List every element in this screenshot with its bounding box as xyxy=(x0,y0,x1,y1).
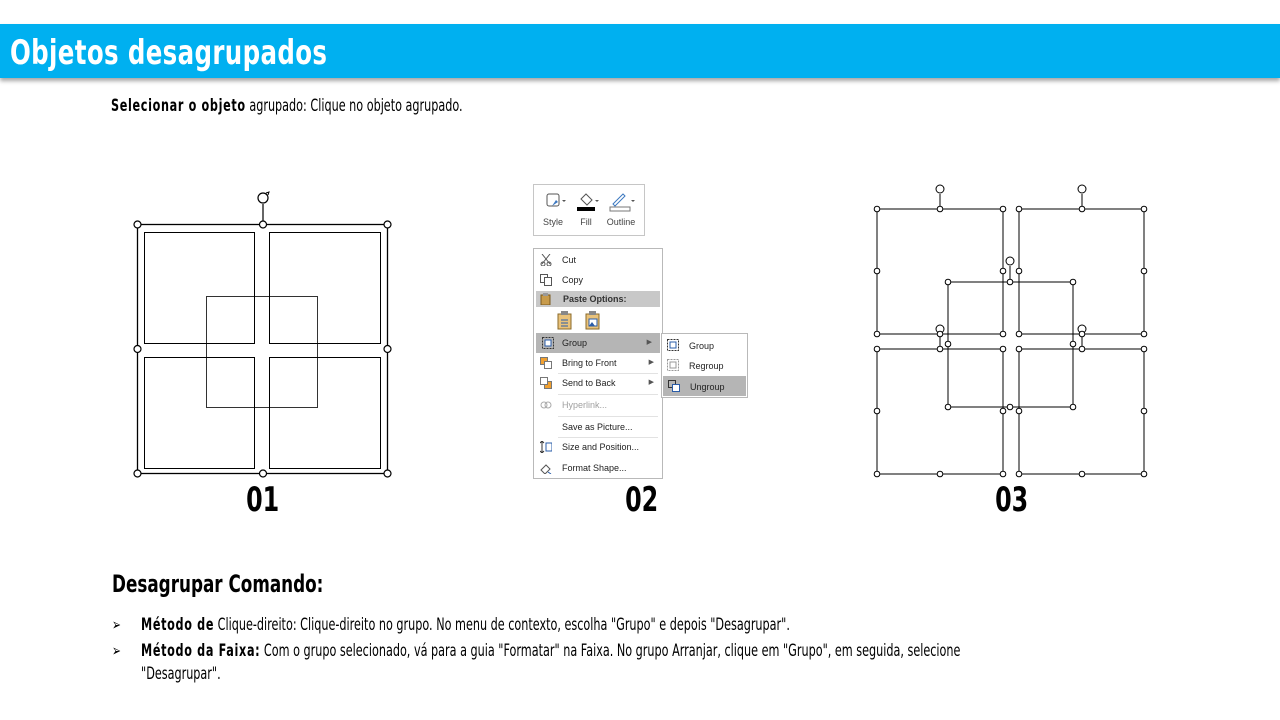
intro-bold: Selecionar o objeto xyxy=(111,96,246,116)
fill-bucket-icon xyxy=(571,189,601,213)
style-label: Style xyxy=(542,217,563,227)
group-arrow-icon: ▶ xyxy=(646,339,652,346)
bullet-2-text-cont: "Desagrupar". xyxy=(141,664,221,684)
scissors-icon xyxy=(540,254,552,266)
arrow-bullet-icon: ➢ xyxy=(112,615,121,634)
submenu-ungroup-label: Ungroup xyxy=(690,382,725,392)
arrow-bullet-icon: ➢ xyxy=(112,641,121,660)
hyperlink-label: Hyperlink... xyxy=(562,400,608,410)
context-menu xyxy=(533,248,663,479)
send-to-back-arrow-icon: ▶ xyxy=(648,379,654,386)
paste-options-header xyxy=(536,291,660,307)
menu-item-save-as-picture[interactable] xyxy=(534,417,662,437)
page-title: Objetos desagrupados xyxy=(10,33,328,73)
menu-item-bring-to-front[interactable] xyxy=(534,353,662,373)
intro-rest: agrupado: Clique no objeto agrupado. xyxy=(245,96,463,116)
copy-label: Copy xyxy=(562,275,584,285)
send-to-back-icon xyxy=(540,377,552,389)
submenu-group-label: Group xyxy=(689,341,715,351)
bullet-item-1 xyxy=(112,613,790,637)
outline-label: Outline xyxy=(606,217,636,227)
bring-to-front-arrow-icon: ▶ xyxy=(648,359,654,366)
menu-item-copy[interactable] xyxy=(534,270,662,290)
paste-option-keep[interactable] xyxy=(556,311,574,333)
rotate-handle-icon xyxy=(258,193,268,203)
bullet-2-text: Com o grupo selecionado, vá para a guia "Formatar" na Faixa. No grupo Arranjar, clique em "Grupo", em seguida, selecione xyxy=(260,641,961,661)
bullet-1-bold: Método de xyxy=(141,615,215,635)
group-icon xyxy=(542,337,554,349)
style-icon xyxy=(538,189,568,213)
bullet-2-bold: Método da Faixa: xyxy=(141,641,261,661)
submenu-item-regroup[interactable] xyxy=(662,355,747,375)
bullet-item-2 xyxy=(112,639,960,686)
send-to-back-label: Send to Back xyxy=(562,378,616,388)
fill-label: Fill xyxy=(580,217,592,227)
menu-item-cut[interactable] xyxy=(534,250,662,270)
outline-pen-icon xyxy=(604,189,638,213)
clipboard-icon xyxy=(540,293,552,305)
figure-label-1: 01 xyxy=(246,480,280,520)
group-icon xyxy=(667,339,679,351)
paste-options-label: Paste Options: xyxy=(563,294,627,304)
menu-item-hyperlink[interactable] xyxy=(534,395,662,415)
outline-button[interactable] xyxy=(604,189,638,227)
submenu-item-group[interactable] xyxy=(662,335,747,355)
copy-icon xyxy=(540,274,552,286)
cut-label: Cut xyxy=(562,255,577,265)
bring-to-front-icon xyxy=(540,357,552,369)
size-position-icon xyxy=(540,441,552,453)
paste-picture-icon xyxy=(584,311,602,331)
submenu-regroup-label: Regroup xyxy=(689,361,724,371)
hyperlink-icon xyxy=(540,399,552,411)
paste-keep-formatting-icon xyxy=(556,311,574,331)
figure-label-2: 02 xyxy=(625,480,659,520)
paste-option-picture[interactable] xyxy=(584,311,602,333)
submenu-item-ungroup[interactable] xyxy=(663,376,746,396)
size-and-position-label: Size and Position... xyxy=(562,442,640,452)
fill-button[interactable] xyxy=(569,189,603,227)
menu-item-size-and-position[interactable] xyxy=(534,437,662,457)
shape-styles-ribbon xyxy=(533,184,645,236)
style-button[interactable] xyxy=(536,189,570,227)
section-heading: Desagrupar Comando: xyxy=(112,570,324,598)
format-shape-label: Format Shape... xyxy=(562,463,627,473)
bullet-1-text: Clique-direito: Clique-direito no grupo. No menu de contexto, escolha "Grupo" e depois "Desagrupar". xyxy=(214,615,790,635)
menu-item-send-to-back[interactable] xyxy=(534,373,662,393)
menu-item-group[interactable] xyxy=(536,333,660,353)
group-submenu xyxy=(661,333,748,398)
figure-grouped[interactable] xyxy=(134,192,391,477)
menu-item-format-shape[interactable] xyxy=(534,458,662,478)
figure-label-3: 03 xyxy=(995,480,1029,520)
bring-to-front-label: Bring to Front xyxy=(562,358,617,368)
ungroup-icon xyxy=(668,380,680,392)
regroup-icon xyxy=(667,359,679,371)
save-as-picture-label: Save as Picture... xyxy=(562,422,633,432)
figure-ungrouped[interactable] xyxy=(874,185,1147,477)
format-shape-icon xyxy=(540,462,552,474)
group-label: Group xyxy=(562,338,588,348)
